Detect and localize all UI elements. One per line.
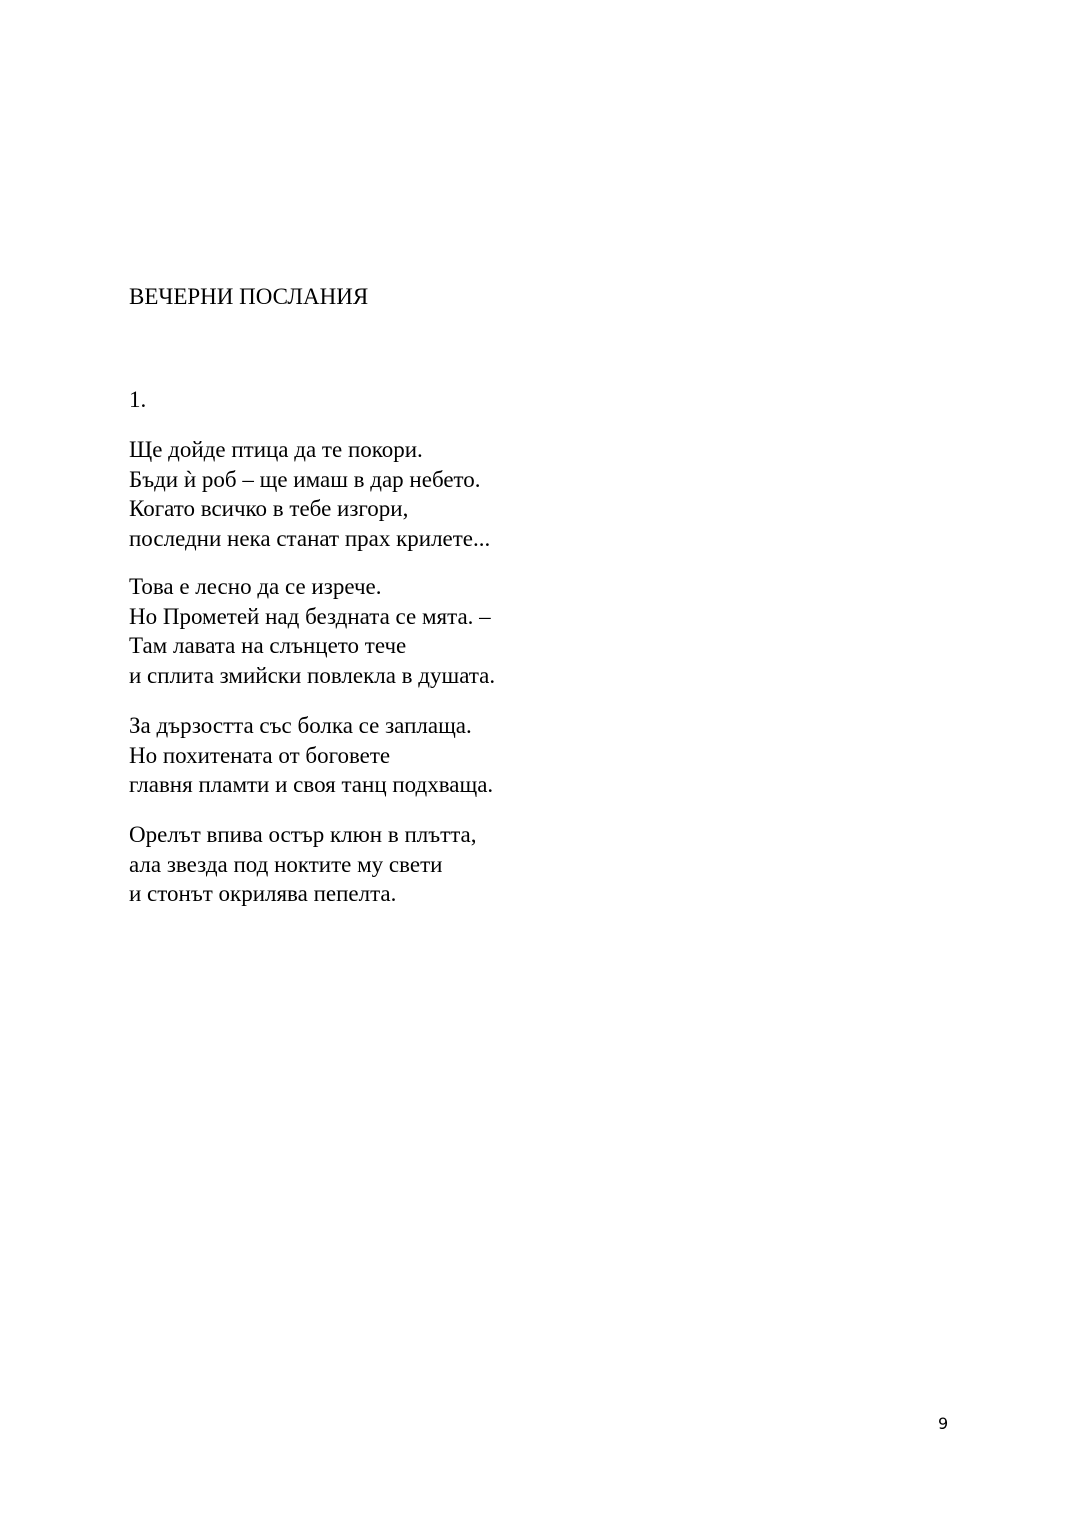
poem-line: За дързостта със болка се заплаща. — [129, 713, 472, 738]
poem-line: и сплита змийски повлекла в душата. — [129, 662, 496, 688]
stanza — [129, 711, 493, 800]
poem-line: ала звезда под ноктите му свети — [129, 851, 443, 877]
section-number: 1. — [129, 387, 147, 412]
poem-line: Ще дойде птица да те покори. — [129, 437, 423, 462]
stanza — [129, 820, 476, 909]
poem-title: ВЕЧЕРНИ ПОСЛАНИЯ — [129, 284, 369, 309]
stanza — [129, 435, 490, 553]
page-number: 9 — [938, 1414, 949, 1433]
poem-line: Там лавата на слънцето тече — [129, 633, 407, 658]
poem-line: главня пламти и своя танц подхваща. — [129, 772, 494, 797]
poem-line: Но похитената от боговете — [129, 742, 391, 768]
poem-line: и стонът окрилява пепелта. — [129, 881, 397, 906]
poem-line: Това е лесно да се изрече. — [129, 574, 382, 599]
stanza — [129, 572, 495, 690]
poem-line: Орелът впива остър клюн в плътта, — [129, 822, 477, 847]
poem-line: последни нека станат прах крилете... — [129, 525, 491, 551]
poem-line: Бъди ѝ роб – ще имаш в дар небето. — [129, 466, 481, 492]
poem-line: Но Прометей над бездната се мята. – — [129, 603, 491, 629]
poem-line: Когато всичко в тебе изгори, — [129, 496, 409, 521]
